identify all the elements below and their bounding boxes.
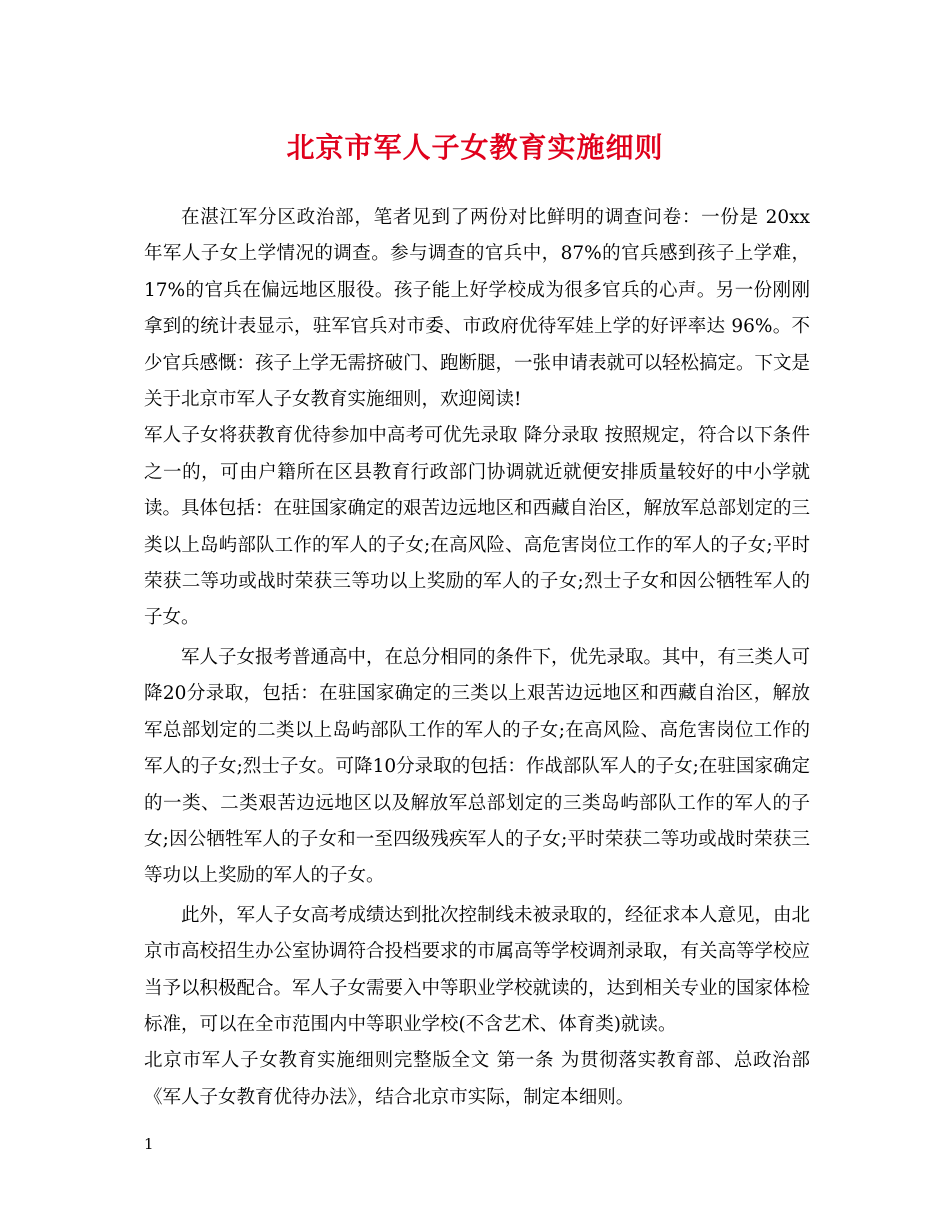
paragraph-full-text-article-1: 北京市军人子女教育实施细则完整版全文 第一条 为贯彻落实教育部、总政治部《军人子女教育优待办法》，结合北京市实际，制定本细则。 — [144, 1050, 810, 1108]
paragraph-high-school-admission: 军人子女报考普通高中，在总分相同的条件下，优先录取。其中，有三类人可降20分录取，包括：在驻国家确定的三类以上艰苦边远地区和西藏自治区，解放军总部划定的二类以上岛屿部队工作的军人的子女;在高风险、高危害岗位工作的军人的子女;烈士子女。可降10分录取的包括：作战部队军人的子女;在驻国家确定的一类、二类艰苦边远地区以及解放军总部划定的三类岛屿部队工作的军人的子女;因公牺牲军人的子女和一至四级残疾军人的子女;平时荣获二等功或战时荣获三等功以上奖励的军人的子女。 — [144, 646, 811, 887]
document-body — [144, 200, 810, 1116]
paragraph-college-admission: 此外，军人子女高考成绩达到批次控制线未被录取的，经征求本人意见，由北京市高校招生办公室协调符合投档要求的市属高等学校调剂录取，有关高等学校应当予以积极配合。军人子女需要入中等职业学校就读的，达到相关专业的国家体检标准，可以在全市范围内中等职业学校(不含艺术、体育类)就读。 — [144, 904, 811, 1035]
paragraph-intro: 在湛江军分区政治部，笔者见到了两份对比鲜明的调查问卷：一份是 20xx 年军人子女上学情况的调查。参与调查的官兵中，87%的官兵感到孩子上学难，17%的官兵在偏远地区服役。孩子能上好学校成为很多官兵的心声。另一份刚刚拿到的统计表显示，驻军官兵对市委、市政府优待军娃上学的好评率达 96%。不少官兵感慨：孩子上学无需挤破门、跑断腿，一张申请表就可以轻松搞定。下文是关于北京市军人子女教育实施细则，欢迎阅读! — [144, 207, 811, 411]
page-number: 1 — [144, 1135, 154, 1153]
document-title: 北京市军人子女教育实施细则 — [286, 131, 664, 164]
paragraph-priority-enrollment: 军人子女将获教育优待参加中高考可优先录取 降分录取 按照规定，符合以下条件之一的，可由户籍所在区县教育行政部门协调就近就便安排质量较好的中小学就读。具体包括：在驻国家确定的艰苦边远地区和西藏自治区，解放军总部划定的三类以上岛屿部队工作的军人的子女;在高风险、高危害岗位工作的军人的子女;平时荣获二等功或战时荣获三等功以上奖励的军人的子女;烈士子女和因公牺牲军人的子女。 — [144, 425, 811, 629]
